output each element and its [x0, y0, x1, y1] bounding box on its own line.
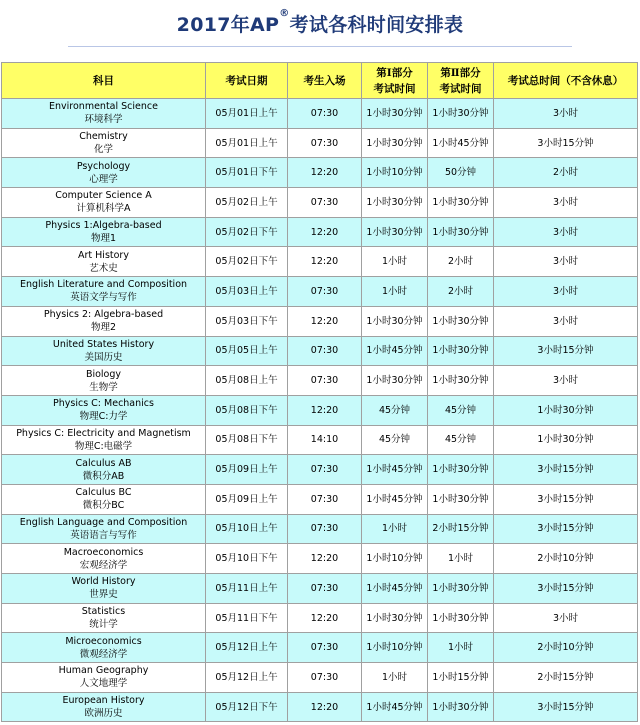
course-cell	[2, 484, 206, 514]
entry-time-cell: 07:30	[288, 128, 362, 158]
course-cell	[2, 366, 206, 396]
course-cell	[2, 217, 206, 247]
total-duration-cell: 3小时	[494, 188, 638, 218]
part1-duration-cell: 1小时45分钟	[362, 484, 428, 514]
header-subject: 科目	[2, 63, 206, 99]
total-duration-cell: 3小时15分钟	[494, 574, 638, 604]
course-name-zh: 心理学	[89, 173, 118, 185]
total-duration-cell: 3小时	[494, 603, 638, 633]
part1-duration-cell: 1小时	[362, 663, 428, 693]
course-name-en: Physics 2: Algebra-based	[43, 309, 164, 321]
part2-duration-cell: 2小时15分钟	[428, 514, 494, 544]
course-name-en: Psychology	[76, 160, 131, 172]
entry-time-cell: 12:20	[288, 603, 362, 633]
header-part2	[428, 63, 494, 99]
part1-duration-cell: 1小时45分钟	[362, 574, 428, 604]
course-name-zh: 世界史	[89, 589, 118, 601]
table-row	[2, 425, 638, 455]
entry-time-cell: 07:30	[288, 574, 362, 604]
part2-duration-cell: 1小时30分钟	[428, 692, 494, 722]
title-prefix: 2017年AP	[176, 14, 280, 36]
table-row	[2, 277, 638, 307]
part1-duration-cell: 1小时30分钟	[362, 217, 428, 247]
total-duration-cell: 1小时30分钟	[494, 425, 638, 455]
course-name-zh: 生物学	[89, 381, 118, 393]
course-cell	[2, 188, 206, 218]
total-duration-cell: 1小时30分钟	[494, 395, 638, 425]
table-row	[2, 99, 638, 129]
total-duration-cell: 3小时15分钟	[494, 455, 638, 485]
part2-duration-cell: 1小时15分钟	[428, 663, 494, 693]
course-name-en: English Language and Composition	[19, 516, 188, 528]
course-name-zh: 物理1	[90, 233, 117, 245]
total-duration-cell: 2小时10分钟	[494, 633, 638, 663]
entry-time-cell: 12:20	[288, 692, 362, 722]
course-name-zh: 微观经济学	[79, 648, 128, 660]
entry-time-cell: 07:30	[288, 336, 362, 366]
part1-duration-cell: 1小时	[362, 247, 428, 277]
part1-duration-cell: 1小时30分钟	[362, 366, 428, 396]
course-name-en: Physics C: Electricity and Magnetism	[16, 427, 191, 439]
course-cell	[2, 455, 206, 485]
part2-duration-cell: 2小时	[428, 277, 494, 307]
header-part1-line2: 考试时间	[373, 82, 416, 95]
course-cell	[2, 99, 206, 129]
entry-time-cell: 14:10	[288, 425, 362, 455]
total-duration-cell: 3小时	[494, 306, 638, 336]
course-name-en: Calculus BC	[75, 487, 132, 499]
course-name-zh: 物理C:力学	[79, 411, 128, 423]
exam-date-cell: 05月08日下午	[206, 395, 288, 425]
header-part2-line1: 第Ⅱ部分	[440, 66, 481, 79]
table-row	[2, 574, 638, 604]
part2-duration-cell: 45分钟	[428, 425, 494, 455]
course-name-zh: 环境科学	[84, 114, 123, 126]
exam-date-cell: 05月01日上午	[206, 99, 288, 129]
entry-time-cell: 12:20	[288, 247, 362, 277]
exam-date-cell: 05月12日上午	[206, 663, 288, 693]
course-name-en: Microeconomics	[65, 635, 142, 647]
course-name-en: European History	[62, 695, 145, 707]
course-name-en: Calculus AB	[75, 457, 132, 469]
part2-duration-cell: 1小时30分钟	[428, 306, 494, 336]
course-name-en: Chemistry	[79, 131, 128, 143]
course-name-en: Biology	[85, 368, 122, 380]
total-duration-cell: 2小时15分钟	[494, 663, 638, 693]
course-cell	[2, 336, 206, 366]
total-duration-cell: 3小时	[494, 366, 638, 396]
course-name-zh: 物理2	[90, 322, 117, 334]
table-row	[2, 455, 638, 485]
part1-duration-cell: 1小时45分钟	[362, 455, 428, 485]
title-divider	[68, 46, 572, 47]
page-title	[0, 10, 640, 37]
header-part2-line2: 考试时间	[439, 82, 482, 95]
table-row	[2, 395, 638, 425]
course-cell	[2, 247, 206, 277]
entry-time-cell: 07:30	[288, 277, 362, 307]
course-cell	[2, 158, 206, 188]
exam-date-cell: 05月01日上午	[206, 128, 288, 158]
part2-duration-cell: 1小时30分钟	[428, 217, 494, 247]
course-name-en: Physics 1:Algebra-based	[45, 220, 162, 232]
table-row	[2, 514, 638, 544]
entry-time-cell: 07:30	[288, 633, 362, 663]
total-duration-cell: 3小时	[494, 277, 638, 307]
table-row	[2, 692, 638, 722]
course-cell	[2, 544, 206, 574]
schedule-table	[1, 62, 638, 722]
registered-mark: ®	[279, 8, 290, 19]
part1-duration-cell: 1小时30分钟	[362, 128, 428, 158]
part1-duration-cell: 1小时30分钟	[362, 306, 428, 336]
exam-date-cell: 05月09日上午	[206, 455, 288, 485]
part1-duration-cell: 45分钟	[362, 395, 428, 425]
exam-date-cell: 05月12日上午	[206, 633, 288, 663]
course-name-en: World History	[71, 576, 136, 588]
exam-date-cell: 05月11日上午	[206, 574, 288, 604]
schedule-rows	[2, 99, 638, 722]
exam-date-cell: 05月02日下午	[206, 217, 288, 247]
total-duration-cell: 2小时10分钟	[494, 544, 638, 574]
part2-duration-cell: 1小时	[428, 544, 494, 574]
exam-date-cell: 05月09日上午	[206, 484, 288, 514]
course-cell	[2, 306, 206, 336]
exam-date-cell: 05月12日下午	[206, 692, 288, 722]
table-row	[2, 336, 638, 366]
header-total: 考试总时间（不含休息）	[494, 63, 638, 99]
table-row	[2, 366, 638, 396]
course-name-zh: 微积分AB	[82, 470, 125, 482]
header-part1-line1: 第Ⅰ部分	[376, 66, 413, 79]
part2-duration-cell: 2小时	[428, 247, 494, 277]
course-cell	[2, 574, 206, 604]
entry-time-cell: 07:30	[288, 188, 362, 218]
exam-date-cell: 05月02日上午	[206, 188, 288, 218]
course-cell	[2, 425, 206, 455]
table-row	[2, 247, 638, 277]
table-row	[2, 128, 638, 158]
course-cell	[2, 603, 206, 633]
entry-time-cell: 12:20	[288, 158, 362, 188]
entry-time-cell: 07:30	[288, 663, 362, 693]
course-cell	[2, 663, 206, 693]
course-name-zh: 英语语言与写作	[70, 529, 137, 541]
part2-duration-cell: 1小时30分钟	[428, 484, 494, 514]
course-name-zh: 英语文学与写作	[70, 292, 137, 304]
exam-date-cell: 05月11日下午	[206, 603, 288, 633]
entry-time-cell: 12:20	[288, 217, 362, 247]
exam-date-cell: 05月08日下午	[206, 425, 288, 455]
course-cell	[2, 514, 206, 544]
part2-duration-cell: 1小时30分钟	[428, 99, 494, 129]
total-duration-cell: 2小时	[494, 158, 638, 188]
course-name-en: Human Geography	[58, 665, 149, 677]
course-name-en: Statistics	[81, 606, 126, 618]
course-name-zh: 宏观经济学	[79, 559, 128, 571]
part2-duration-cell: 1小时30分钟	[428, 574, 494, 604]
course-name-zh: 物理C:电磁学	[74, 440, 133, 452]
entry-time-cell: 12:20	[288, 306, 362, 336]
total-duration-cell: 3小时15分钟	[494, 336, 638, 366]
course-cell	[2, 128, 206, 158]
course-name-zh: 欧洲历史	[84, 708, 123, 720]
table-row	[2, 484, 638, 514]
course-name-en: English Literature and Composition	[19, 279, 188, 291]
course-name-zh: 艺术史	[89, 262, 118, 274]
table-row	[2, 544, 638, 574]
exam-date-cell: 05月01日下午	[206, 158, 288, 188]
part1-duration-cell: 1小时10分钟	[362, 158, 428, 188]
total-duration-cell: 3小时15分钟	[494, 692, 638, 722]
part2-duration-cell: 45分钟	[428, 395, 494, 425]
course-name-en: Art History	[78, 249, 129, 261]
table-row	[2, 158, 638, 188]
part1-duration-cell: 1小时10分钟	[362, 544, 428, 574]
part1-duration-cell: 1小时10分钟	[362, 633, 428, 663]
entry-time-cell: 07:30	[288, 484, 362, 514]
part1-duration-cell: 1小时30分钟	[362, 603, 428, 633]
part2-duration-cell: 1小时30分钟	[428, 603, 494, 633]
table-row	[2, 217, 638, 247]
course-name-en: Physics C: Mechanics	[53, 398, 154, 410]
total-duration-cell: 3小时15分钟	[494, 484, 638, 514]
exam-date-cell: 05月03日上午	[206, 277, 288, 307]
header-row	[2, 63, 638, 99]
total-duration-cell: 3小时15分钟	[494, 514, 638, 544]
entry-time-cell: 12:20	[288, 395, 362, 425]
table-row	[2, 188, 638, 218]
exam-date-cell: 05月05日上午	[206, 336, 288, 366]
part1-duration-cell: 1小时30分钟	[362, 99, 428, 129]
course-name-zh: 统计学	[89, 619, 118, 631]
exam-date-cell: 05月10日下午	[206, 544, 288, 574]
table-row	[2, 603, 638, 633]
part2-duration-cell: 1小时30分钟	[428, 455, 494, 485]
title-suffix: 考试各科时间安排表	[289, 14, 464, 36]
course-cell	[2, 395, 206, 425]
part1-duration-cell: 1小时45分钟	[362, 692, 428, 722]
exam-date-cell: 05月02日下午	[206, 247, 288, 277]
table-row	[2, 663, 638, 693]
course-name-zh: 美国历史	[84, 351, 123, 363]
course-cell	[2, 633, 206, 663]
course-name-en: United States History	[52, 338, 155, 350]
part1-duration-cell: 45分钟	[362, 425, 428, 455]
entry-time-cell: 07:30	[288, 99, 362, 129]
exam-date-cell: 05月08日上午	[206, 366, 288, 396]
course-name-zh: 化学	[93, 144, 113, 156]
table-row	[2, 633, 638, 663]
table-row	[2, 306, 638, 336]
part1-duration-cell: 1小时	[362, 277, 428, 307]
total-duration-cell: 3小时	[494, 247, 638, 277]
course-name-en: Computer Science A	[55, 190, 152, 202]
total-duration-cell: 3小时	[494, 99, 638, 129]
part1-duration-cell: 1小时30分钟	[362, 188, 428, 218]
course-name-zh: 人文地理学	[79, 678, 128, 690]
course-name-en: Environmental Science	[49, 101, 158, 113]
total-duration-cell: 3小时	[494, 217, 638, 247]
page-header	[0, 0, 640, 62]
header-date: 考试日期	[206, 63, 288, 99]
entry-time-cell: 12:20	[288, 544, 362, 574]
header-part1	[362, 63, 428, 99]
course-name-en: Macroeconomics	[63, 546, 144, 558]
course-name-zh: 微积分BC	[82, 500, 125, 512]
header-entry: 考生入场	[288, 63, 362, 99]
exam-date-cell: 05月03日下午	[206, 306, 288, 336]
part1-duration-cell: 1小时	[362, 514, 428, 544]
part2-duration-cell: 1小时30分钟	[428, 336, 494, 366]
part2-duration-cell: 1小时30分钟	[428, 366, 494, 396]
part2-duration-cell: 1小时	[428, 633, 494, 663]
part2-duration-cell: 1小时45分钟	[428, 128, 494, 158]
entry-time-cell: 07:30	[288, 514, 362, 544]
exam-date-cell: 05月10日上午	[206, 514, 288, 544]
part2-duration-cell: 50分钟	[428, 158, 494, 188]
part2-duration-cell: 1小时30分钟	[428, 188, 494, 218]
course-cell	[2, 692, 206, 722]
course-cell	[2, 277, 206, 307]
total-duration-cell: 3小时15分钟	[494, 128, 638, 158]
entry-time-cell: 07:30	[288, 366, 362, 396]
course-name-zh: 计算机科学A	[76, 203, 131, 215]
part1-duration-cell: 1小时45分钟	[362, 336, 428, 366]
entry-time-cell: 07:30	[288, 455, 362, 485]
